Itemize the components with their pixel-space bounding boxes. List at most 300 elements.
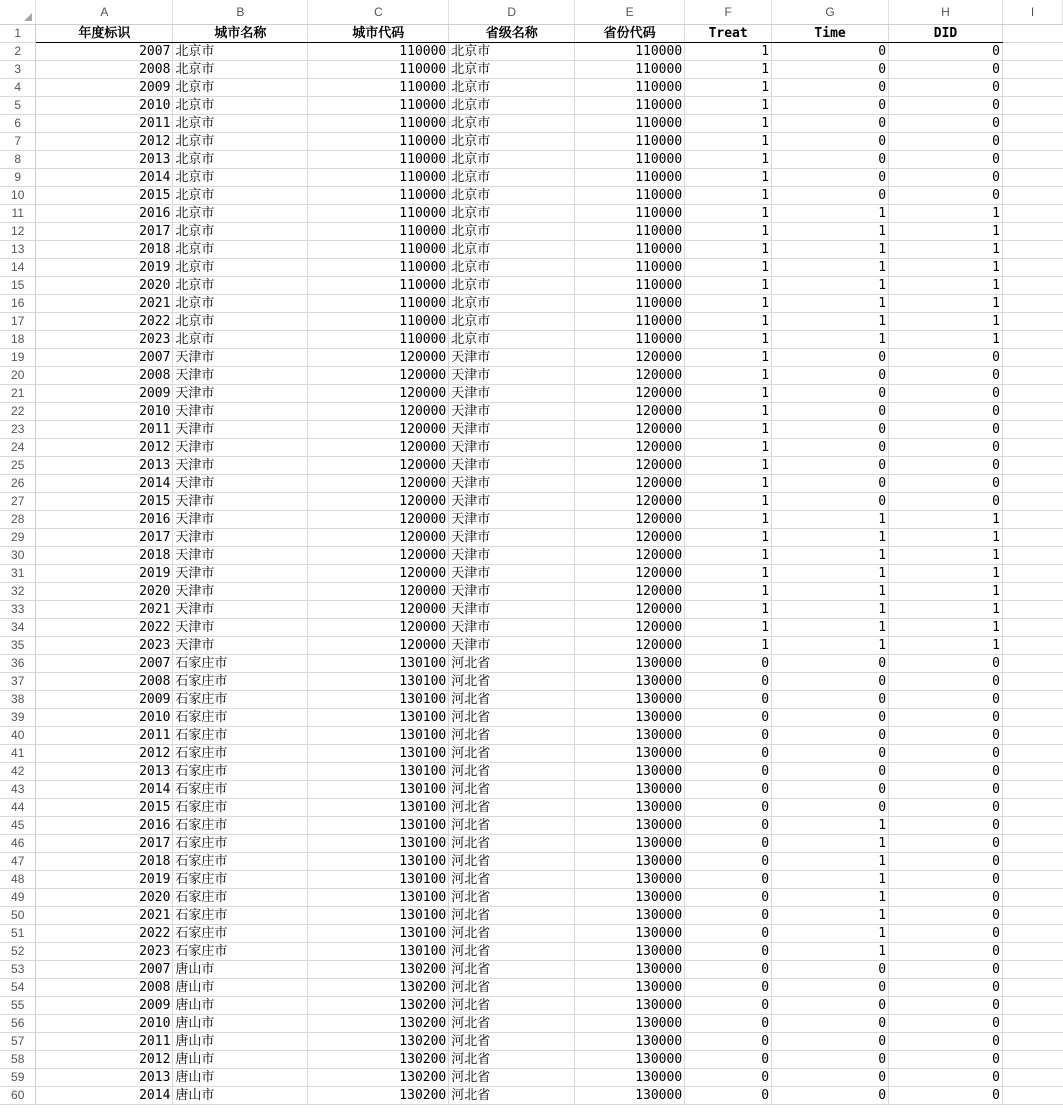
row-number[interactable]: 36: [0, 655, 36, 673]
data-cell[interactable]: 石家庄市: [173, 727, 308, 745]
data-cell[interactable]: 120000: [575, 457, 685, 475]
data-cell[interactable]: 120000: [308, 403, 449, 421]
data-cell[interactable]: 110000: [575, 277, 685, 295]
row-number[interactable]: 21: [0, 385, 36, 403]
data-cell[interactable]: 130100: [308, 817, 449, 835]
empty-cell[interactable]: [1002, 889, 1062, 907]
data-cell[interactable]: 天津市: [449, 367, 575, 385]
data-cell[interactable]: 1: [685, 385, 772, 403]
data-cell[interactable]: 石家庄市: [173, 745, 308, 763]
data-cell[interactable]: 0: [685, 853, 772, 871]
row-number[interactable]: 33: [0, 601, 36, 619]
data-cell[interactable]: 110000: [575, 151, 685, 169]
row-number[interactable]: 45: [0, 817, 36, 835]
data-cell[interactable]: 130000: [575, 727, 685, 745]
data-cell[interactable]: 1: [889, 637, 1003, 655]
data-cell[interactable]: 北京市: [449, 79, 575, 97]
row-number[interactable]: 30: [0, 547, 36, 565]
data-cell[interactable]: 1: [772, 583, 889, 601]
data-cell[interactable]: 0: [685, 799, 772, 817]
data-cell[interactable]: 110000: [308, 277, 449, 295]
data-cell[interactable]: 130000: [575, 907, 685, 925]
data-cell[interactable]: 0: [889, 439, 1003, 457]
data-cell[interactable]: 0: [889, 367, 1003, 385]
data-cell[interactable]: 1: [772, 619, 889, 637]
data-cell[interactable]: 1: [772, 601, 889, 619]
data-cell[interactable]: 0: [772, 691, 889, 709]
data-cell[interactable]: 北京市: [173, 79, 308, 97]
data-cell[interactable]: 1: [685, 133, 772, 151]
row-number[interactable]: 26: [0, 475, 36, 493]
data-cell[interactable]: 0: [772, 997, 889, 1015]
data-cell[interactable]: 2019: [36, 259, 173, 277]
empty-cell[interactable]: [1002, 277, 1062, 295]
data-cell[interactable]: 1: [685, 115, 772, 133]
data-cell[interactable]: 120000: [575, 439, 685, 457]
data-cell[interactable]: 2015: [36, 493, 173, 511]
empty-cell[interactable]: [1002, 403, 1062, 421]
column-header-d[interactable]: D: [449, 0, 575, 25]
data-cell[interactable]: 北京市: [449, 223, 575, 241]
empty-cell[interactable]: [1002, 835, 1062, 853]
data-cell[interactable]: 北京市: [449, 97, 575, 115]
data-cell[interactable]: 0: [772, 385, 889, 403]
data-cell[interactable]: 0: [889, 763, 1003, 781]
data-cell[interactable]: 1: [772, 511, 889, 529]
data-cell[interactable]: 110000: [308, 295, 449, 313]
data-cell[interactable]: 2011: [36, 421, 173, 439]
row-number[interactable]: 15: [0, 277, 36, 295]
data-cell[interactable]: 120000: [575, 421, 685, 439]
data-cell[interactable]: 1: [772, 835, 889, 853]
data-cell[interactable]: 130000: [575, 817, 685, 835]
data-cell[interactable]: 1: [889, 205, 1003, 223]
data-cell[interactable]: 120000: [308, 367, 449, 385]
data-cell[interactable]: 天津市: [449, 583, 575, 601]
empty-cell[interactable]: [1002, 241, 1062, 259]
data-cell[interactable]: 北京市: [449, 205, 575, 223]
data-cell[interactable]: 2014: [36, 169, 173, 187]
data-cell[interactable]: 北京市: [173, 61, 308, 79]
data-cell[interactable]: 天津市: [449, 601, 575, 619]
data-cell[interactable]: 110000: [575, 97, 685, 115]
row-number[interactable]: 53: [0, 961, 36, 979]
data-cell[interactable]: 0: [889, 979, 1003, 997]
data-cell[interactable]: 1: [889, 583, 1003, 601]
data-cell[interactable]: 北京市: [173, 313, 308, 331]
data-cell[interactable]: 0: [772, 727, 889, 745]
row-number[interactable]: 37: [0, 673, 36, 691]
data-cell[interactable]: 1: [772, 853, 889, 871]
data-cell[interactable]: 2021: [36, 295, 173, 313]
empty-cell[interactable]: [1002, 781, 1062, 799]
data-cell[interactable]: 2012: [36, 439, 173, 457]
data-cell[interactable]: 2011: [36, 1033, 173, 1051]
data-cell[interactable]: 110000: [308, 241, 449, 259]
data-cell[interactable]: 0: [685, 943, 772, 961]
data-cell[interactable]: 130000: [575, 799, 685, 817]
data-cell[interactable]: 2013: [36, 457, 173, 475]
empty-cell[interactable]: [1002, 367, 1062, 385]
row-number[interactable]: 44: [0, 799, 36, 817]
data-cell[interactable]: 120000: [308, 421, 449, 439]
row-number[interactable]: 39: [0, 709, 36, 727]
data-cell[interactable]: 1: [685, 259, 772, 277]
data-cell[interactable]: 北京市: [449, 115, 575, 133]
data-cell[interactable]: 唐山市: [173, 961, 308, 979]
row-number[interactable]: 25: [0, 457, 36, 475]
data-cell[interactable]: 1: [889, 295, 1003, 313]
row-number[interactable]: 16: [0, 295, 36, 313]
row-number[interactable]: 3: [0, 61, 36, 79]
data-cell[interactable]: 1: [685, 151, 772, 169]
data-cell[interactable]: 0: [772, 709, 889, 727]
data-cell[interactable]: 130000: [575, 763, 685, 781]
data-cell[interactable]: 0: [685, 1069, 772, 1087]
empty-cell[interactable]: [1002, 997, 1062, 1015]
data-cell[interactable]: 石家庄市: [173, 889, 308, 907]
data-cell[interactable]: 2016: [36, 817, 173, 835]
data-cell[interactable]: 130200: [308, 1087, 449, 1105]
data-cell[interactable]: 北京市: [173, 115, 308, 133]
data-cell[interactable]: 120000: [575, 529, 685, 547]
data-cell[interactable]: 1: [772, 817, 889, 835]
empty-cell[interactable]: [1002, 709, 1062, 727]
data-cell[interactable]: 110000: [575, 187, 685, 205]
data-cell[interactable]: 110000: [308, 97, 449, 115]
data-cell[interactable]: 120000: [308, 529, 449, 547]
data-cell[interactable]: 1: [889, 511, 1003, 529]
data-cell[interactable]: 130000: [575, 691, 685, 709]
data-cell[interactable]: 130100: [308, 871, 449, 889]
data-cell[interactable]: 天津市: [173, 583, 308, 601]
data-cell[interactable]: 北京市: [449, 187, 575, 205]
data-cell[interactable]: 2016: [36, 511, 173, 529]
data-cell[interactable]: 2010: [36, 1015, 173, 1033]
data-cell[interactable]: 2020: [36, 889, 173, 907]
data-cell[interactable]: 天津市: [449, 475, 575, 493]
row-number[interactable]: 58: [0, 1051, 36, 1069]
data-cell[interactable]: 河北省: [449, 925, 575, 943]
data-cell[interactable]: 石家庄市: [173, 925, 308, 943]
data-cell[interactable]: 1: [685, 601, 772, 619]
row-number[interactable]: 29: [0, 529, 36, 547]
data-cell[interactable]: 2021: [36, 907, 173, 925]
data-cell[interactable]: 0: [772, 43, 889, 61]
empty-cell[interactable]: [1002, 331, 1062, 349]
data-cell[interactable]: 河北省: [449, 763, 575, 781]
data-cell[interactable]: 1: [685, 277, 772, 295]
data-cell[interactable]: 天津市: [173, 601, 308, 619]
data-cell[interactable]: 天津市: [449, 349, 575, 367]
data-cell[interactable]: 0: [889, 385, 1003, 403]
data-cell[interactable]: 天津市: [449, 403, 575, 421]
data-cell[interactable]: 1: [889, 277, 1003, 295]
data-cell[interactable]: 1: [685, 457, 772, 475]
row-number[interactable]: 57: [0, 1033, 36, 1051]
data-cell[interactable]: 1: [685, 475, 772, 493]
data-cell[interactable]: 130000: [575, 961, 685, 979]
data-cell[interactable]: 河北省: [449, 835, 575, 853]
header-cell[interactable]: 省级名称: [449, 25, 575, 43]
data-cell[interactable]: 0: [889, 835, 1003, 853]
data-cell[interactable]: 130000: [575, 1015, 685, 1033]
data-cell[interactable]: 130000: [575, 871, 685, 889]
data-cell[interactable]: 120000: [308, 547, 449, 565]
row-number[interactable]: 12: [0, 223, 36, 241]
empty-cell[interactable]: [1002, 925, 1062, 943]
data-cell[interactable]: 1: [685, 529, 772, 547]
data-cell[interactable]: 0: [889, 61, 1003, 79]
data-cell[interactable]: 0: [772, 979, 889, 997]
data-cell[interactable]: 120000: [575, 637, 685, 655]
data-cell[interactable]: 130100: [308, 781, 449, 799]
data-cell[interactable]: 130000: [575, 1069, 685, 1087]
row-number[interactable]: 40: [0, 727, 36, 745]
data-cell[interactable]: 河北省: [449, 745, 575, 763]
data-cell[interactable]: 1: [772, 259, 889, 277]
data-cell[interactable]: 2022: [36, 925, 173, 943]
data-cell[interactable]: 120000: [575, 403, 685, 421]
data-cell[interactable]: 天津市: [449, 439, 575, 457]
empty-cell[interactable]: [1002, 259, 1062, 277]
empty-cell[interactable]: [1002, 799, 1062, 817]
empty-cell[interactable]: [1002, 1069, 1062, 1087]
data-cell[interactable]: 1: [772, 241, 889, 259]
data-cell[interactable]: 河北省: [449, 1069, 575, 1087]
data-cell[interactable]: 0: [889, 997, 1003, 1015]
data-cell[interactable]: 石家庄市: [173, 673, 308, 691]
data-cell[interactable]: 河北省: [449, 997, 575, 1015]
data-cell[interactable]: 1: [685, 583, 772, 601]
data-cell[interactable]: 0: [685, 925, 772, 943]
data-cell[interactable]: 130100: [308, 799, 449, 817]
data-cell[interactable]: 110000: [308, 115, 449, 133]
data-cell[interactable]: 110000: [575, 205, 685, 223]
empty-cell[interactable]: [1002, 745, 1062, 763]
row-number[interactable]: 6: [0, 115, 36, 133]
data-cell[interactable]: 1: [685, 403, 772, 421]
data-cell[interactable]: 天津市: [173, 529, 308, 547]
data-cell[interactable]: 2012: [36, 745, 173, 763]
data-cell[interactable]: 0: [772, 799, 889, 817]
data-cell[interactable]: 2019: [36, 871, 173, 889]
data-cell[interactable]: 石家庄市: [173, 853, 308, 871]
empty-cell[interactable]: [1002, 97, 1062, 115]
data-cell[interactable]: 130000: [575, 655, 685, 673]
data-cell[interactable]: 110000: [308, 205, 449, 223]
data-cell[interactable]: 1: [889, 547, 1003, 565]
column-header-a[interactable]: A: [36, 0, 173, 25]
data-cell[interactable]: 110000: [575, 295, 685, 313]
data-cell[interactable]: 1: [685, 349, 772, 367]
data-cell[interactable]: 河北省: [449, 1015, 575, 1033]
data-cell[interactable]: 1: [685, 43, 772, 61]
data-cell[interactable]: 0: [889, 79, 1003, 97]
data-cell[interactable]: 0: [772, 1087, 889, 1105]
data-cell[interactable]: 0: [772, 421, 889, 439]
row-number[interactable]: 46: [0, 835, 36, 853]
empty-cell[interactable]: [1002, 619, 1062, 637]
row-number[interactable]: 28: [0, 511, 36, 529]
empty-cell[interactable]: [1002, 133, 1062, 151]
data-cell[interactable]: 石家庄市: [173, 907, 308, 925]
data-cell[interactable]: 0: [889, 961, 1003, 979]
row-number[interactable]: 50: [0, 907, 36, 925]
data-cell[interactable]: 130200: [308, 1015, 449, 1033]
data-cell[interactable]: 北京市: [449, 277, 575, 295]
empty-cell[interactable]: [1002, 295, 1062, 313]
data-cell[interactable]: 2020: [36, 277, 173, 295]
row-number[interactable]: 32: [0, 583, 36, 601]
data-cell[interactable]: 河北省: [449, 943, 575, 961]
data-cell[interactable]: 0: [889, 907, 1003, 925]
data-cell[interactable]: 2023: [36, 331, 173, 349]
data-cell[interactable]: 1: [685, 619, 772, 637]
data-cell[interactable]: 120000: [575, 547, 685, 565]
row-number[interactable]: 35: [0, 637, 36, 655]
data-cell[interactable]: 130000: [575, 1051, 685, 1069]
data-cell[interactable]: 石家庄市: [173, 691, 308, 709]
data-cell[interactable]: 2014: [36, 781, 173, 799]
empty-cell[interactable]: [1002, 763, 1062, 781]
data-cell[interactable]: 0: [772, 961, 889, 979]
data-cell[interactable]: 1: [889, 259, 1003, 277]
data-cell[interactable]: 0: [772, 457, 889, 475]
data-cell[interactable]: 2008: [36, 979, 173, 997]
row-number[interactable]: 49: [0, 889, 36, 907]
empty-cell[interactable]: [1002, 637, 1062, 655]
data-cell[interactable]: 天津市: [173, 565, 308, 583]
data-cell[interactable]: 天津市: [173, 439, 308, 457]
data-cell[interactable]: 130100: [308, 763, 449, 781]
row-number[interactable]: 14: [0, 259, 36, 277]
data-cell[interactable]: 石家庄市: [173, 943, 308, 961]
data-cell[interactable]: 河北省: [449, 889, 575, 907]
data-cell[interactable]: 天津市: [173, 367, 308, 385]
data-cell[interactable]: 1: [889, 565, 1003, 583]
data-cell[interactable]: 110000: [575, 223, 685, 241]
data-cell[interactable]: 1: [772, 529, 889, 547]
data-cell[interactable]: 2012: [36, 1051, 173, 1069]
data-cell[interactable]: 0: [889, 169, 1003, 187]
data-cell[interactable]: 2010: [36, 403, 173, 421]
data-cell[interactable]: 1: [685, 223, 772, 241]
data-cell[interactable]: 0: [889, 943, 1003, 961]
empty-cell[interactable]: [1002, 511, 1062, 529]
data-cell[interactable]: 1: [772, 943, 889, 961]
data-cell[interactable]: 0: [889, 1069, 1003, 1087]
data-cell[interactable]: 0: [685, 961, 772, 979]
data-cell[interactable]: 2022: [36, 313, 173, 331]
data-cell[interactable]: 1: [685, 61, 772, 79]
empty-cell[interactable]: [1002, 169, 1062, 187]
data-cell[interactable]: 0: [889, 1033, 1003, 1051]
data-cell[interactable]: 0: [889, 925, 1003, 943]
column-header-i[interactable]: I: [1002, 0, 1062, 25]
empty-cell[interactable]: [1002, 961, 1062, 979]
data-cell[interactable]: 河北省: [449, 907, 575, 925]
data-cell[interactable]: 120000: [308, 385, 449, 403]
data-cell[interactable]: 北京市: [173, 223, 308, 241]
data-cell[interactable]: 0: [889, 799, 1003, 817]
data-cell[interactable]: 1: [685, 187, 772, 205]
empty-cell[interactable]: [1002, 385, 1062, 403]
data-cell[interactable]: 110000: [308, 223, 449, 241]
data-cell[interactable]: 河北省: [449, 1087, 575, 1105]
data-cell[interactable]: 110000: [575, 313, 685, 331]
column-header-e[interactable]: E: [575, 0, 685, 25]
column-header-f[interactable]: F: [685, 0, 772, 25]
empty-cell[interactable]: [1002, 853, 1062, 871]
data-cell[interactable]: 0: [685, 655, 772, 673]
data-cell[interactable]: 2011: [36, 115, 173, 133]
data-cell[interactable]: 130000: [575, 853, 685, 871]
data-cell[interactable]: 0: [889, 43, 1003, 61]
data-cell[interactable]: 0: [772, 781, 889, 799]
data-cell[interactable]: 2009: [36, 691, 173, 709]
data-cell[interactable]: 130100: [308, 745, 449, 763]
data-cell[interactable]: 北京市: [449, 241, 575, 259]
data-cell[interactable]: 2018: [36, 547, 173, 565]
row-number[interactable]: 9: [0, 169, 36, 187]
row-number[interactable]: 31: [0, 565, 36, 583]
header-cell[interactable]: Time: [772, 25, 889, 43]
data-cell[interactable]: 1: [685, 169, 772, 187]
data-cell[interactable]: 天津市: [449, 493, 575, 511]
empty-cell[interactable]: [1002, 1033, 1062, 1051]
data-cell[interactable]: 130000: [575, 997, 685, 1015]
data-cell[interactable]: 天津市: [173, 619, 308, 637]
data-cell[interactable]: 河北省: [449, 799, 575, 817]
data-cell[interactable]: 110000: [308, 43, 449, 61]
empty-cell[interactable]: [1002, 601, 1062, 619]
empty-cell[interactable]: [1002, 907, 1062, 925]
data-cell[interactable]: 120000: [308, 439, 449, 457]
data-cell[interactable]: 130200: [308, 1051, 449, 1069]
data-cell[interactable]: 0: [889, 817, 1003, 835]
data-cell[interactable]: 120000: [575, 493, 685, 511]
data-cell[interactable]: 1: [685, 205, 772, 223]
data-cell[interactable]: 0: [772, 1051, 889, 1069]
data-cell[interactable]: 120000: [575, 367, 685, 385]
data-cell[interactable]: 0: [889, 349, 1003, 367]
data-cell[interactable]: 120000: [308, 565, 449, 583]
data-cell[interactable]: 1: [685, 421, 772, 439]
data-cell[interactable]: 0: [772, 1033, 889, 1051]
data-cell[interactable]: 130100: [308, 853, 449, 871]
data-cell[interactable]: 2017: [36, 223, 173, 241]
data-cell[interactable]: 110000: [308, 259, 449, 277]
data-cell[interactable]: 0: [772, 763, 889, 781]
data-cell[interactable]: 0: [772, 133, 889, 151]
data-cell[interactable]: 130100: [308, 889, 449, 907]
empty-cell[interactable]: [1002, 43, 1062, 61]
data-cell[interactable]: 1: [889, 241, 1003, 259]
data-cell[interactable]: 0: [772, 367, 889, 385]
data-cell[interactable]: 石家庄市: [173, 799, 308, 817]
row-number[interactable]: 22: [0, 403, 36, 421]
data-cell[interactable]: 130000: [575, 1087, 685, 1105]
data-cell[interactable]: 0: [889, 1015, 1003, 1033]
data-cell[interactable]: 0: [889, 187, 1003, 205]
data-cell[interactable]: 石家庄市: [173, 781, 308, 799]
data-cell[interactable]: 130100: [308, 907, 449, 925]
data-cell[interactable]: 130000: [575, 745, 685, 763]
data-cell[interactable]: 0: [889, 403, 1003, 421]
data-cell[interactable]: 0: [685, 727, 772, 745]
header-cell[interactable]: DID: [889, 25, 1003, 43]
